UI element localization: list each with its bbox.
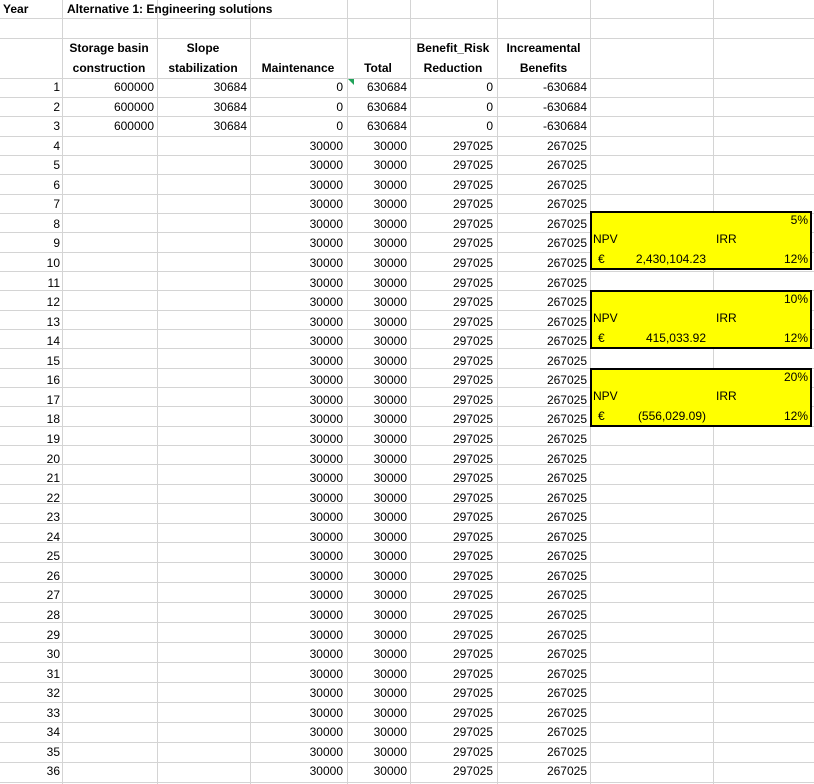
maintenance-cell[interactable]: 30000 <box>309 608 343 622</box>
slope-cell[interactable] <box>157 743 247 762</box>
year-cell[interactable]: 29 <box>46 627 60 642</box>
total-cell[interactable]: 30000 <box>373 471 407 486</box>
storage-cell[interactable] <box>62 176 154 195</box>
total-cell[interactable]: 30000 <box>373 568 407 583</box>
slope-cell[interactable] <box>157 508 247 527</box>
benefit-cell[interactable]: 297025 <box>452 197 493 212</box>
npv-value[interactable]: 2,430,104.23 <box>635 252 706 266</box>
slope-cell[interactable] <box>157 606 247 625</box>
incremental-cell[interactable]: 267025 <box>546 177 587 192</box>
incremental-cell[interactable]: 267025 <box>546 725 587 740</box>
year-cell[interactable]: 14 <box>46 334 60 349</box>
total-cell[interactable]: 30000 <box>373 744 407 759</box>
maintenance-cell[interactable]: 30000 <box>309 705 343 720</box>
storage-cell[interactable] <box>62 645 154 664</box>
year-cell[interactable]: 24 <box>46 529 60 544</box>
total-cell[interactable]: 30000 <box>373 608 407 622</box>
total-cell[interactable]: 30000 <box>373 138 407 153</box>
storage-cell[interactable] <box>62 684 154 703</box>
storage-cell[interactable] <box>62 469 154 488</box>
slope-cell[interactable] <box>157 176 247 195</box>
year-cell[interactable]: 30 <box>46 647 60 662</box>
year-cell[interactable]: 10 <box>46 256 60 270</box>
year-cell[interactable]: 28 <box>46 608 60 622</box>
maintenance-cell[interactable]: 0 <box>336 99 343 114</box>
incremental-header-line2: Benefits <box>519 61 568 75</box>
benefit-cell[interactable]: 297025 <box>452 256 493 270</box>
npv-label[interactable]: NPV <box>593 389 618 403</box>
storage-cell[interactable] <box>62 743 154 762</box>
slope-cell[interactable] <box>157 215 247 234</box>
incremental-cell[interactable]: 267025 <box>546 744 587 759</box>
year-cell[interactable]: 36 <box>46 764 60 779</box>
incremental-cell[interactable]: 267025 <box>546 471 587 486</box>
year-cell[interactable]: 7 <box>53 197 60 212</box>
slope-cell[interactable] <box>157 547 247 566</box>
slope-cell[interactable] <box>157 528 247 547</box>
storage-cell[interactable] <box>62 215 154 234</box>
incremental-cell[interactable]: 267025 <box>546 138 587 153</box>
slope-cell[interactable] <box>157 391 247 410</box>
irr-label[interactable]: IRR <box>716 232 737 246</box>
maintenance-cell[interactable]: 30000 <box>309 353 343 368</box>
incremental-cell[interactable]: 267025 <box>546 216 587 231</box>
npv-label[interactable]: NPV <box>593 311 618 325</box>
total-cell[interactable]: 30000 <box>373 256 407 270</box>
storage-cell[interactable] <box>62 371 154 390</box>
total-cell[interactable]: 30000 <box>373 236 407 251</box>
benefit-cell[interactable]: 297025 <box>452 510 493 525</box>
slope-cell[interactable] <box>157 234 247 253</box>
total-cell[interactable]: 30000 <box>373 588 407 603</box>
total-cell[interactable]: 30000 <box>373 451 407 466</box>
benefit-cell[interactable]: 297025 <box>452 568 493 583</box>
total-cell[interactable]: 630684 <box>366 99 407 114</box>
slope-cell[interactable] <box>157 665 247 684</box>
total-cell[interactable]: 30000 <box>373 158 407 173</box>
storage-cell[interactable] <box>62 665 154 684</box>
maintenance-cell[interactable]: 30000 <box>309 334 343 349</box>
storage-header[interactable] <box>62 38 156 78</box>
npv-label[interactable]: NPV <box>593 232 618 246</box>
slope-cell[interactable] <box>157 626 247 645</box>
storage-cell[interactable] <box>62 723 154 742</box>
maintenance-cell[interactable]: 30000 <box>309 725 343 740</box>
npv-summary-box <box>590 290 812 349</box>
maintenance-cell[interactable]: 30000 <box>309 588 343 603</box>
total-cell[interactable]: 630684 <box>366 119 407 134</box>
currency-symbol[interactable]: € <box>598 331 605 345</box>
incremental-header-line1: Increamental <box>506 41 581 55</box>
maintenance-cell[interactable]: 30000 <box>309 392 343 407</box>
storage-cell[interactable] <box>62 332 154 351</box>
benefit-cell[interactable]: 297025 <box>452 412 493 427</box>
maintenance-cell[interactable]: 30000 <box>309 138 343 153</box>
year-cell[interactable]: 8 <box>53 216 60 231</box>
maintenance-header[interactable]: Maintenance <box>261 61 335 75</box>
incremental-cell[interactable]: 267025 <box>546 705 587 720</box>
storage-cell[interactable] <box>62 391 154 410</box>
incremental-cell[interactable]: 267025 <box>546 275 587 290</box>
benefit-cell[interactable]: 297025 <box>452 647 493 662</box>
year-cell[interactable]: 4 <box>53 138 60 153</box>
maintenance-cell[interactable]: 30000 <box>309 295 343 310</box>
year-cell[interactable]: 9 <box>53 236 60 251</box>
slope-cell[interactable] <box>157 410 247 429</box>
storage-cell[interactable] <box>62 567 154 586</box>
storage-cell[interactable] <box>62 352 154 371</box>
year-cell[interactable]: 32 <box>46 686 60 701</box>
maintenance-cell[interactable]: 30000 <box>309 451 343 466</box>
benefit-cell[interactable]: 0 <box>486 119 493 134</box>
benefit-cell[interactable]: 297025 <box>452 608 493 622</box>
maintenance-cell[interactable]: 30000 <box>309 529 343 544</box>
currency-symbol[interactable]: € <box>598 252 605 266</box>
incremental-cell[interactable]: 267025 <box>546 412 587 427</box>
storage-header-line2: construction <box>72 61 146 75</box>
total-cell[interactable]: 630684 <box>366 80 407 94</box>
maintenance-cell[interactable]: 30000 <box>309 432 343 446</box>
benefit-cell[interactable]: 297025 <box>452 177 493 192</box>
maintenance-cell[interactable]: 30000 <box>309 177 343 192</box>
npv-value[interactable]: (556,029.09) <box>637 409 706 423</box>
total-cell[interactable]: 30000 <box>373 216 407 231</box>
benefit-cell[interactable]: 297025 <box>452 529 493 544</box>
maintenance-cell[interactable]: 30000 <box>309 666 343 681</box>
storage-cell[interactable] <box>62 508 154 527</box>
year-cell[interactable]: 18 <box>46 412 60 427</box>
currency-symbol[interactable]: € <box>598 409 605 423</box>
slope-header-line1: Slope <box>186 41 220 55</box>
total-cell[interactable]: 30000 <box>373 412 407 427</box>
storage-cell[interactable] <box>62 293 154 312</box>
total-cell[interactable]: 30000 <box>373 432 407 446</box>
maintenance-cell[interactable]: 30000 <box>309 158 343 173</box>
year-cell[interactable]: 25 <box>46 549 60 564</box>
incremental-cell[interactable]: 267025 <box>546 197 587 212</box>
maintenance-cell[interactable]: 30000 <box>309 647 343 662</box>
slope-cell[interactable] <box>157 723 247 742</box>
storage-cell[interactable] <box>62 762 154 781</box>
total-cell[interactable]: 30000 <box>373 334 407 349</box>
total-cell[interactable]: 30000 <box>373 764 407 779</box>
incremental-cell[interactable]: 267025 <box>546 373 587 388</box>
maintenance-cell[interactable]: 0 <box>336 80 343 94</box>
storage-cell[interactable] <box>62 410 154 429</box>
slope-cell[interactable] <box>157 137 247 156</box>
incremental-cell[interactable]: 267025 <box>546 392 587 407</box>
storage-cell[interactable]: 600000 <box>113 119 154 134</box>
slope-cell[interactable] <box>157 371 247 390</box>
storage-cell[interactable] <box>62 606 154 625</box>
total-cell[interactable]: 30000 <box>373 529 407 544</box>
storage-cell[interactable] <box>62 547 154 566</box>
incremental-cell[interactable]: 267025 <box>546 334 587 349</box>
benefit-cell[interactable]: 297025 <box>452 686 493 701</box>
storage-cell[interactable] <box>62 195 154 214</box>
total-cell[interactable]: 30000 <box>373 725 407 740</box>
storage-cell[interactable] <box>62 586 154 605</box>
incremental-cell[interactable]: 267025 <box>546 158 587 173</box>
incremental-cell[interactable]: 267025 <box>546 686 587 701</box>
benefit-cell[interactable]: 297025 <box>452 627 493 642</box>
incremental-cell[interactable]: -630684 <box>542 99 587 114</box>
benefit-cell[interactable]: 297025 <box>452 353 493 368</box>
npv-summary-box <box>590 211 812 270</box>
total-cell[interactable]: 30000 <box>373 295 407 310</box>
incremental-cell[interactable]: 267025 <box>546 608 587 622</box>
total-header[interactable]: Total <box>364 61 392 75</box>
total-cell[interactable]: 30000 <box>373 197 407 212</box>
slope-cell[interactable] <box>157 274 247 293</box>
year-cell[interactable]: 15 <box>46 353 60 368</box>
incremental-cell[interactable]: 267025 <box>546 529 587 544</box>
benefit-cell[interactable]: 297025 <box>452 138 493 153</box>
slope-header[interactable] <box>157 38 249 78</box>
incremental-cell[interactable]: 267025 <box>546 666 587 681</box>
slope-cell[interactable] <box>157 469 247 488</box>
slope-cell[interactable] <box>157 195 247 214</box>
maintenance-cell[interactable]: 30000 <box>309 216 343 231</box>
slope-cell[interactable] <box>157 332 247 351</box>
npv-summary-box <box>590 368 812 427</box>
incremental-cell[interactable]: 267025 <box>546 432 587 446</box>
incremental-cell[interactable]: 267025 <box>546 295 587 310</box>
benefit-cell[interactable]: 297025 <box>452 705 493 720</box>
incremental-cell[interactable]: 267025 <box>546 510 587 525</box>
benefit-cell[interactable]: 297025 <box>452 236 493 251</box>
benefit-cell[interactable]: 297025 <box>452 490 493 505</box>
storage-cell[interactable] <box>62 450 154 469</box>
incremental-cell[interactable]: 267025 <box>546 490 587 505</box>
year-cell[interactable]: 16 <box>46 373 60 388</box>
year-cell[interactable]: 34 <box>46 725 60 740</box>
slope-header-line2: stabilization <box>168 61 238 75</box>
year-cell[interactable]: 12 <box>46 295 60 310</box>
maintenance-cell[interactable]: 30000 <box>309 256 343 270</box>
incremental-cell[interactable]: 267025 <box>546 627 587 642</box>
storage-cell[interactable] <box>62 430 154 449</box>
discount-rate-cell[interactable]: 5% <box>790 213 808 227</box>
year-cell[interactable]: 21 <box>46 471 60 486</box>
benefit-cell[interactable]: 297025 <box>452 451 493 466</box>
slope-cell[interactable] <box>157 684 247 703</box>
slope-cell[interactable] <box>157 293 247 312</box>
slope-cell[interactable] <box>157 567 247 586</box>
storage-cell[interactable] <box>62 528 154 547</box>
maintenance-cell[interactable]: 30000 <box>309 510 343 525</box>
slope-cell[interactable]: 30684 <box>213 119 247 134</box>
storage-cell[interactable] <box>62 234 154 253</box>
year-cell[interactable]: 23 <box>46 510 60 525</box>
maintenance-cell[interactable]: 0 <box>336 119 343 134</box>
sheet-title[interactable]: Alternative 1: Engineering solutions <box>67 2 273 16</box>
total-cell[interactable]: 30000 <box>373 177 407 192</box>
storage-cell[interactable]: 600000 <box>113 80 154 94</box>
maintenance-cell[interactable]: 30000 <box>309 764 343 779</box>
maintenance-cell[interactable]: 30000 <box>309 549 343 564</box>
year-cell[interactable]: 13 <box>46 314 60 329</box>
total-cell[interactable]: 30000 <box>373 490 407 505</box>
benefit-cell[interactable]: 297025 <box>452 432 493 446</box>
benefit-cell[interactable]: 297025 <box>452 334 493 349</box>
incremental-cell[interactable]: 267025 <box>546 353 587 368</box>
year-header[interactable]: Year <box>3 2 29 16</box>
year-cell[interactable]: 1 <box>53 80 60 94</box>
incremental-cell[interactable]: 267025 <box>546 588 587 603</box>
row-gridline <box>0 782 814 783</box>
incremental-header[interactable] <box>497 38 590 78</box>
maintenance-cell[interactable]: 30000 <box>309 236 343 251</box>
incremental-cell[interactable]: 267025 <box>546 568 587 583</box>
year-cell[interactable]: 22 <box>46 490 60 505</box>
error-indicator-icon[interactable] <box>348 79 354 85</box>
maintenance-cell[interactable]: 30000 <box>309 686 343 701</box>
storage-cell[interactable] <box>62 313 154 332</box>
year-cell[interactable]: 35 <box>46 744 60 759</box>
year-cell[interactable]: 20 <box>46 451 60 466</box>
irr-label[interactable]: IRR <box>716 311 737 325</box>
benefit-cell[interactable]: 297025 <box>452 588 493 603</box>
benefit-header[interactable] <box>410 38 496 78</box>
benefit-cell[interactable]: 297025 <box>452 392 493 407</box>
total-cell[interactable]: 30000 <box>373 392 407 407</box>
year-cell[interactable]: 27 <box>46 588 60 603</box>
maintenance-cell[interactable]: 30000 <box>309 412 343 427</box>
total-cell[interactable]: 30000 <box>373 549 407 564</box>
irr-label[interactable]: IRR <box>716 389 737 403</box>
total-cell[interactable]: 30000 <box>373 373 407 388</box>
year-cell[interactable]: 19 <box>46 432 60 446</box>
slope-cell[interactable] <box>157 450 247 469</box>
slope-cell[interactable] <box>157 704 247 723</box>
benefit-cell[interactable]: 0 <box>486 99 493 114</box>
maintenance-cell[interactable]: 30000 <box>309 744 343 759</box>
incremental-cell[interactable]: -630684 <box>542 80 587 94</box>
benefit-cell[interactable]: 0 <box>486 80 493 94</box>
discount-rate-cell[interactable]: 10% <box>783 292 808 306</box>
total-cell[interactable]: 30000 <box>373 314 407 329</box>
storage-cell[interactable] <box>62 626 154 645</box>
total-cell[interactable]: 30000 <box>373 510 407 525</box>
year-cell[interactable]: 26 <box>46 568 60 583</box>
storage-cell[interactable] <box>62 137 154 156</box>
irr-value[interactable]: 12% <box>783 252 808 266</box>
total-cell[interactable]: 30000 <box>373 686 407 701</box>
benefit-cell[interactable]: 297025 <box>452 725 493 740</box>
year-cell[interactable]: 5 <box>53 158 60 173</box>
storage-header-line1: Storage basin <box>69 41 149 55</box>
benefit-cell[interactable]: 297025 <box>452 744 493 759</box>
benefit-cell[interactable]: 297025 <box>452 216 493 231</box>
maintenance-cell[interactable]: 30000 <box>309 568 343 583</box>
year-cell[interactable]: 11 <box>47 275 60 290</box>
incremental-cell[interactable]: 267025 <box>546 314 587 329</box>
slope-cell[interactable] <box>157 313 247 332</box>
benefit-header-line1: Benefit_Risk <box>416 41 490 55</box>
slope-cell[interactable] <box>157 645 247 664</box>
year-cell[interactable]: 31 <box>46 666 60 681</box>
year-cell[interactable]: 17 <box>46 392 60 407</box>
incremental-cell[interactable]: 267025 <box>546 549 587 564</box>
benefit-header-line2: Reduction <box>423 61 483 75</box>
benefit-cell[interactable]: 297025 <box>452 275 493 290</box>
row-gridline <box>0 18 814 19</box>
slope-cell[interactable] <box>157 586 247 605</box>
incremental-cell[interactable]: 267025 <box>546 647 587 662</box>
benefit-cell[interactable]: 297025 <box>452 666 493 681</box>
benefit-cell[interactable]: 297025 <box>452 158 493 173</box>
benefit-cell[interactable]: 297025 <box>452 314 493 329</box>
year-cell[interactable]: 3 <box>53 119 60 134</box>
discount-rate-cell[interactable]: 20% <box>783 370 808 384</box>
irr-value[interactable]: 12% <box>783 409 808 423</box>
storage-cell[interactable] <box>62 489 154 508</box>
storage-cell[interactable]: 600000 <box>113 99 154 114</box>
maintenance-cell[interactable]: 30000 <box>309 627 343 642</box>
benefit-cell[interactable]: 297025 <box>452 764 493 779</box>
slope-cell[interactable] <box>157 489 247 508</box>
total-cell[interactable]: 30000 <box>373 627 407 642</box>
maintenance-cell[interactable]: 30000 <box>309 471 343 486</box>
slope-cell[interactable] <box>157 156 247 175</box>
benefit-cell[interactable]: 297025 <box>452 549 493 564</box>
slope-cell[interactable] <box>157 352 247 371</box>
irr-value[interactable]: 12% <box>783 331 808 345</box>
total-cell[interactable]: 30000 <box>373 647 407 662</box>
slope-cell[interactable] <box>157 762 247 781</box>
maintenance-cell[interactable]: 30000 <box>309 373 343 388</box>
year-cell[interactable]: 33 <box>46 705 60 720</box>
incremental-cell[interactable]: 267025 <box>546 451 587 466</box>
maintenance-cell[interactable]: 30000 <box>309 490 343 505</box>
maintenance-cell[interactable]: 30000 <box>309 314 343 329</box>
slope-cell[interactable] <box>157 254 247 273</box>
incremental-cell[interactable]: 267025 <box>546 256 587 270</box>
maintenance-cell[interactable]: 30000 <box>309 197 343 212</box>
npv-value[interactable]: 415,033.92 <box>645 331 706 345</box>
total-cell[interactable]: 30000 <box>373 353 407 368</box>
total-cell[interactable]: 30000 <box>373 666 407 681</box>
total-cell[interactable]: 30000 <box>373 275 407 290</box>
storage-cell[interactable] <box>62 704 154 723</box>
benefit-cell[interactable]: 297025 <box>452 295 493 310</box>
total-cell[interactable]: 30000 <box>373 705 407 720</box>
year-cell[interactable]: 2 <box>53 99 60 114</box>
benefit-cell[interactable]: 297025 <box>452 373 493 388</box>
incremental-cell[interactable]: -630684 <box>542 119 587 134</box>
storage-cell[interactable] <box>62 156 154 175</box>
storage-cell[interactable] <box>62 274 154 293</box>
incremental-cell[interactable]: 267025 <box>546 236 587 251</box>
storage-cell[interactable] <box>62 254 154 273</box>
slope-cell[interactable] <box>157 430 247 449</box>
incremental-cell[interactable]: 267025 <box>546 764 587 779</box>
benefit-cell[interactable]: 297025 <box>452 471 493 486</box>
year-cell[interactable]: 6 <box>53 177 60 192</box>
slope-cell[interactable]: 30684 <box>213 80 247 94</box>
maintenance-cell[interactable]: 30000 <box>309 275 343 290</box>
slope-cell[interactable]: 30684 <box>213 99 247 114</box>
